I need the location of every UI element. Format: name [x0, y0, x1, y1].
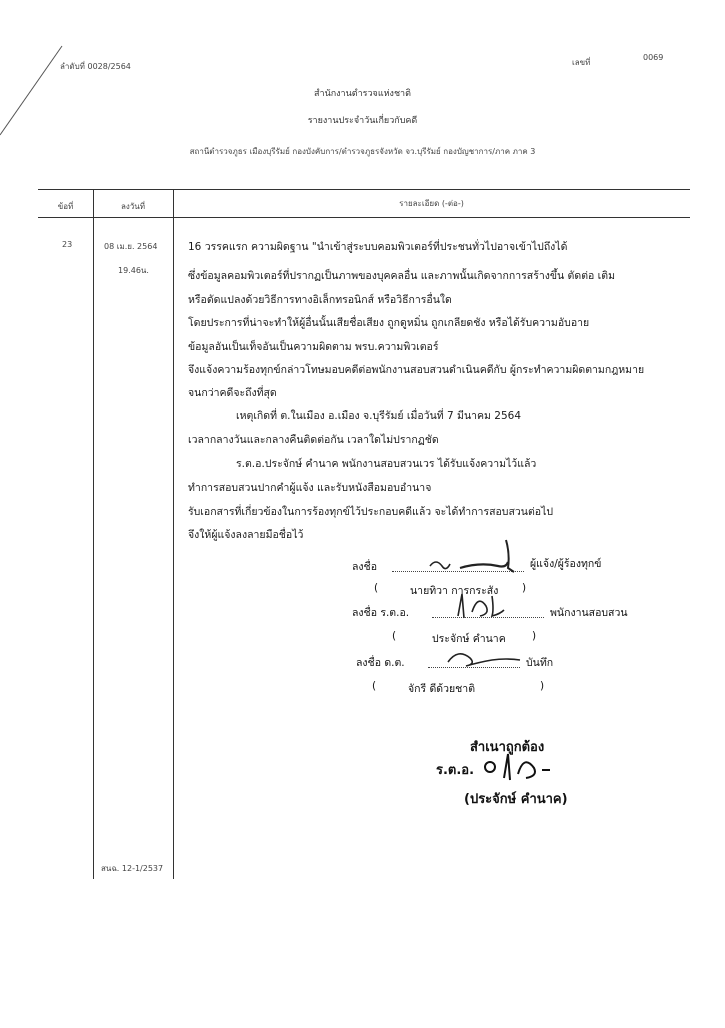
paren-close: )	[522, 582, 527, 594]
handwritten-signature-complainant	[420, 530, 530, 578]
certifier-name: (ประจักษ์ คำนาค)	[464, 792, 568, 807]
body-line: ซึ่งข้อมูลคอมพิวเตอร์ที่ปรากฏเป็นภาพของบุคคลอื่น และภาพนั้นเกิดจากการสร้างขึ้น ตัดต่อ เติม	[188, 270, 615, 282]
paren-open: (	[374, 582, 379, 594]
handwritten-signature-officer	[452, 588, 522, 620]
body-line: ข้อมูลอันเป็นเท็จอันเป็นความผิดตาม พรบ.ความพิวเตอร์	[188, 341, 439, 353]
row-date: 08 เม.ย. 2564	[104, 242, 158, 251]
body-line: รับเอกสารที่เกี่ยวข้องในการร้องทุกข์ไว้ประกอบคดีแล้ว จะได้ทำการสอบสวนต่อไป	[188, 506, 554, 518]
handwritten-signature-recorder	[440, 642, 530, 670]
col-header-date: ลงวันที่	[120, 202, 146, 211]
body-line: ร.ต.อ.ประจักษ์ คำนาค พนักงานสอบสวนเวร ได้รับแจ้งความไว้แล้ว	[236, 458, 537, 470]
table-top-border	[38, 189, 690, 190]
recorder-sign-prefix: ลงชื่อ ด.ต.	[356, 657, 405, 669]
complainant-name: นายทิวา การกระสัง	[410, 585, 499, 597]
complainant-role: ผู้แจ้ง/ผู้ร้องทุกข์	[530, 558, 602, 570]
body-line: จึงให้ผู้แจ้งลงลายมือชื่อไว้	[188, 529, 304, 541]
body-line: จนกว่าคดีจะถึงที่สุด	[188, 387, 277, 399]
table-header-border	[38, 217, 690, 218]
col-header-detail: รายละเอียด (-ต่อ-)	[399, 199, 464, 208]
officer-sign-prefix: ลงชื่อ ร.ต.อ.	[352, 607, 410, 619]
col-header-no: ข้อที่	[57, 202, 74, 211]
agency-name: สำนักงานตำรวจแห่งชาติ	[314, 89, 411, 99]
handwritten-signature-certifier	[478, 748, 558, 782]
form-code: สนฉ. 12-1/2537	[101, 864, 164, 873]
recorder-role: บันทึก	[526, 657, 554, 669]
body-line: เหตุเกิดที่ ต.ในเมือง อ.เมือง จ.บุรีรัมย์ เมื่อวันที่ 7 มีนาคม 2564	[236, 410, 522, 422]
column-divider-1	[93, 189, 94, 879]
row-time: 19.46น.	[118, 266, 149, 275]
recorder-name: จักรี ดีด้วยชาติ	[408, 683, 476, 695]
case-number: ลำดับที่ 0028/2564	[60, 62, 131, 71]
paren-open: (	[392, 630, 397, 642]
report-title: รายงานประจำวันเกี่ยวกับคดี	[307, 116, 418, 126]
body-line: จึงแจ้งความร้องทุกข์กล่าวโทษมอบคดีต่อพนักงานสอบสวนดำเนินคดีกับ ผู้กระทำความผิดตามกฎหมาย	[188, 364, 645, 376]
body-line: โดยประการที่น่าจะทำให้ผู้อื่นนั้นเสียชื่อเสียง ถูกดูหมิ่น ถูกเกลียดชัง หรือได้รับความอับอาย	[188, 317, 590, 329]
officer-role: พนักงานสอบสวน	[550, 607, 628, 619]
body-line: เวลากลางวันและกลางคืนติดต่อกัน เวลาใดไม่ปรากฏชัด	[188, 434, 439, 446]
certifier-rank: ร.ต.อ.	[436, 763, 475, 778]
body-line: ทำการสอบสวนปากคำผู้แจ้ง และรับหนังสือมอบอำนาจ	[188, 482, 432, 494]
page-number-value: 0069	[643, 53, 664, 62]
paren-close: )	[540, 680, 545, 692]
station-line: สถานีตำรวจภูธร เมืองบุรีรัมย์ กองบังคับการ/ตำรวจภูธรจังหวัด จว.บุรีรัมย์ กองบัญชาการ/ภาค ภาค 3	[189, 147, 536, 156]
row-number: 23	[62, 240, 73, 249]
paren-close: )	[532, 630, 537, 642]
body-line: 16 วรรคแรก ความผิดฐาน "นำเข้าสู่ระบบคอมพิวเตอร์ที่ประชนทั่วไปอาจเข้าไปถึงได้	[188, 241, 568, 253]
body-line: หรือดัดแปลงด้วยวิธีการทางอิเล็กทรอนิกส์ หรือวิธีการอื่นใด	[188, 294, 452, 306]
sign-label-complainant: ลงชื่อ	[352, 561, 377, 573]
column-divider-2	[173, 189, 174, 879]
officer-name: ประจักษ์ คำนาค	[432, 633, 506, 645]
page-number-label: เลขที่	[572, 58, 591, 67]
paren-open: (	[372, 680, 377, 692]
certified-copy-title: สำเนาถูกต้อง	[470, 740, 545, 755]
